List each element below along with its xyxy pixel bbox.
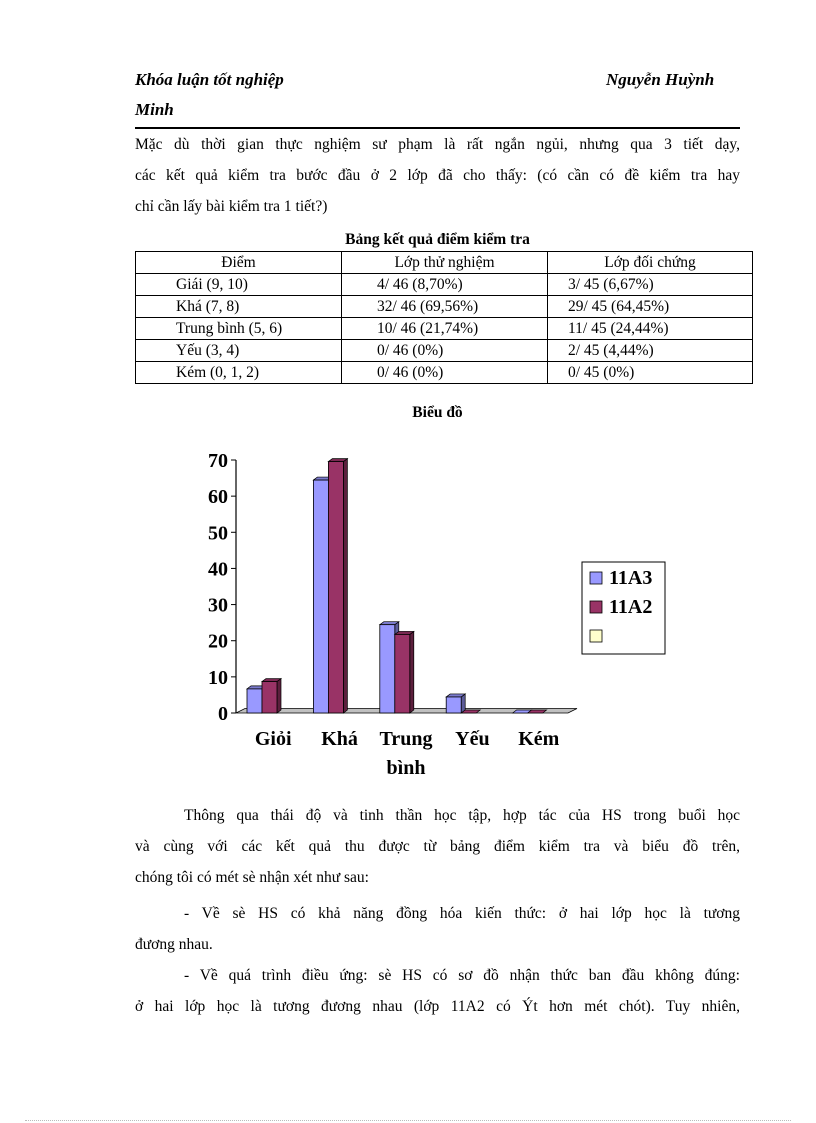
table-cell: Giái (9, 10) — [136, 274, 342, 296]
table-cell: 3/ 45 (6,67%) — [548, 274, 753, 296]
bar-side — [343, 459, 347, 713]
legend-swatch — [590, 630, 602, 642]
table-caption: Bảng kết quả điểm kiểm tra — [345, 231, 530, 248]
x-tick-label: Yếu — [455, 728, 490, 750]
table-cell: 0/ 46 (0%) — [342, 362, 548, 384]
x-tick-label: Trung bình — [379, 728, 433, 779]
table-header: Lớp thử nghiệm — [342, 252, 548, 274]
observation-paragraph — [135, 898, 740, 960]
bar-top — [446, 694, 465, 697]
table-cell: 0/ 46 (0%) — [342, 340, 548, 362]
y-tick-label: 20 — [208, 630, 228, 653]
bar-top — [328, 459, 347, 462]
paragraph-line: đương nhau. — [135, 936, 213, 953]
bar-top — [262, 679, 281, 682]
y-tick-label: 10 — [208, 666, 228, 689]
bar — [461, 710, 480, 713]
paragraph-line: chóng tôi có mét sè nhận xét như sau: — [135, 869, 369, 886]
paragraph-line: - Về sè HS có khả năng đồng hóa kiến thức: ở hai lớp học là tương — [184, 905, 740, 922]
page-border — [25, 1120, 791, 1121]
bar — [446, 697, 461, 713]
paragraph-line: Thông qua thái độ và tinh thần học tập, hợp tác của HS trong buổi học — [184, 807, 740, 824]
header-right: Nguyễn Huỳnh — [606, 70, 715, 89]
x-tick-label: Giỏi — [254, 728, 292, 750]
observation-paragraph — [135, 960, 740, 1022]
legend-label: 11A2 — [609, 596, 653, 618]
table-cell: 29/ 45 (64,45%) — [548, 296, 753, 318]
y-tick-label: 60 — [208, 486, 228, 509]
intro-line: các kết quả kiểm tra bước đầu ở 2 lớp đã cho thấy: (có cần có đề kiểm tra hay — [135, 167, 740, 184]
y-tick-label: 0 — [218, 703, 228, 725]
table-cell: Kém (0, 1, 2) — [136, 362, 342, 384]
table-cell: Yếu (3, 4) — [136, 340, 342, 362]
bar — [247, 689, 262, 713]
header-left: Khóa luận tốt nghiệp — [135, 70, 284, 89]
bar-side — [277, 679, 281, 713]
intro-line: chỉ cần lấy bài kiểm tra 1 tiết?) — [135, 198, 328, 215]
y-tick-label: 30 — [208, 594, 228, 617]
table-header: Điểm — [136, 252, 342, 274]
table-header: Lớp đối chứng — [548, 252, 753, 274]
header-second-line: Minh — [135, 100, 174, 119]
table-cell: Khá (7, 8) — [136, 296, 342, 318]
paragraph-line: và cùng với các kết quả thu được từ bảng điểm kiểm tra và biểu đồ trên, — [135, 838, 740, 855]
bar — [262, 682, 277, 713]
bar — [313, 480, 328, 713]
legend-label: 11A3 — [609, 567, 653, 589]
table-cell: 2/ 45 (4,44%) — [548, 340, 753, 362]
intro-line: Mặc dù thời gian thực nghiệm sư phạm là rất ngắn ngủi, nhưng qua 3 tiết dạy, — [135, 136, 740, 153]
table-cell: 32/ 46 (69,56%) — [342, 296, 548, 318]
y-tick-label: 50 — [208, 522, 228, 545]
bar-top — [395, 631, 414, 634]
table-cell: 4/ 46 (8,70%) — [342, 274, 548, 296]
table-cell: 10/ 46 (21,74%) — [342, 318, 548, 340]
paragraph-line: - Về quá trình điều ứng: sè HS có sơ đồ nhận thức ban đầu không đúng: — [184, 967, 740, 984]
bar — [395, 634, 410, 713]
paragraph-line: ở hai lớp học là tương đương nhau (lớp 11A2 có Ýt hơn mét chót). Tuy nhiên, — [135, 998, 740, 1015]
x-tick-label: Kém — [518, 728, 560, 750]
bar-side — [410, 631, 414, 713]
bar — [528, 710, 547, 713]
bar-top — [380, 622, 399, 625]
chart-title: Biểu đồ — [412, 404, 463, 421]
x-tick-label: Khá — [321, 728, 358, 750]
y-tick-label: 40 — [208, 558, 228, 581]
analysis-paragraph — [135, 800, 740, 893]
table-cell: 0/ 45 (0%) — [548, 362, 753, 384]
legend-swatch — [590, 601, 602, 613]
table-cell: 11/ 45 (24,44%) — [548, 318, 753, 340]
bar — [328, 462, 343, 713]
legend-swatch — [590, 572, 602, 584]
bar — [380, 625, 395, 713]
y-tick-label: 70 — [208, 450, 228, 472]
table-cell: Trung bình (5, 6) — [136, 318, 342, 340]
